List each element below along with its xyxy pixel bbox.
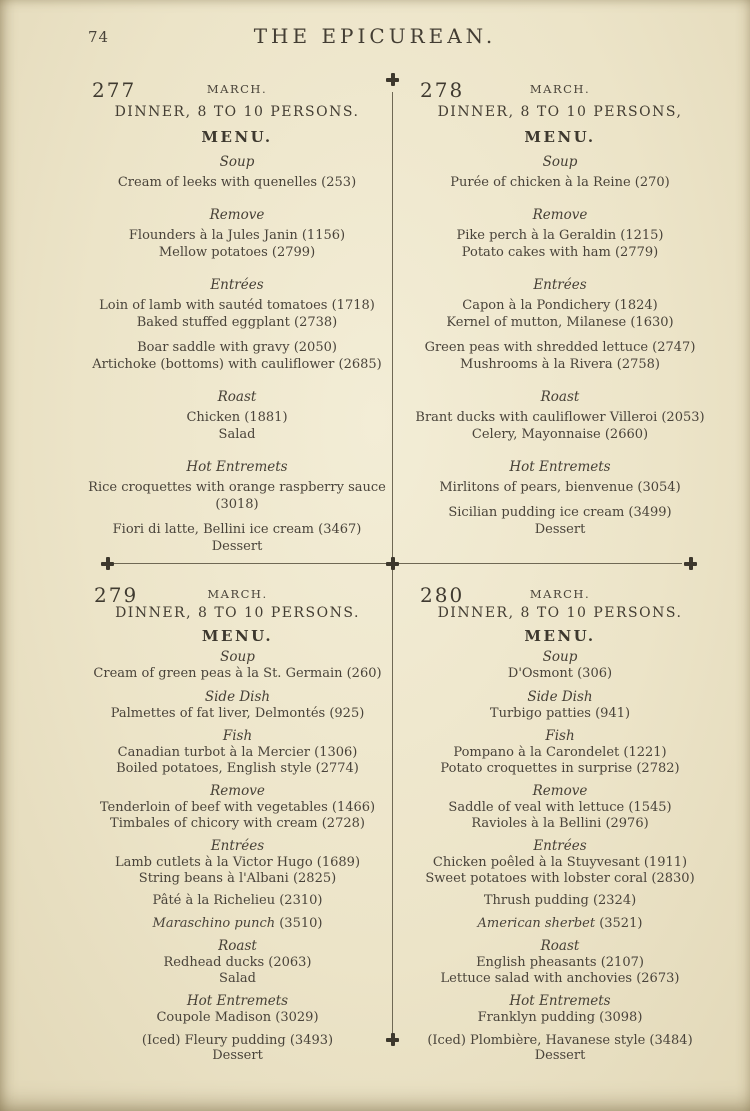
menu-item: Lettuce salad with anchovies (2673) — [440, 970, 680, 986]
course-section — [60, 650, 415, 682]
menu-month: MARCH. — [529, 587, 591, 601]
menu-body — [400, 154, 720, 538]
course-heading: Side Dish — [527, 688, 593, 705]
course-heading: Remove — [532, 783, 588, 799]
menu-item: (Iced) Plombière, Havanese style (3484) — [427, 1032, 693, 1048]
course-group — [400, 339, 720, 373]
course-group — [72, 521, 402, 555]
book-title: THE EPICUREAN. — [253, 24, 497, 48]
course-heading: Hot Entremets — [186, 459, 288, 475]
menu-header — [400, 583, 720, 607]
course-heading: Roast — [540, 938, 580, 954]
course-section — [72, 389, 402, 443]
course-section — [400, 729, 720, 776]
menu-item: Chicken poêled à la Stuyvesant (1911) — [432, 855, 688, 870]
course-heading: Entrées — [210, 838, 265, 854]
course-group — [400, 297, 720, 331]
course-group — [60, 745, 415, 776]
menu-item: (3018) — [215, 497, 259, 512]
menu-label: MENU. — [524, 128, 596, 146]
menu-item: Tenderloin of beef with vegetables (1466) — [99, 800, 376, 815]
menu-item: Mellow potatoes (2799) — [158, 245, 316, 260]
course-group — [400, 174, 720, 191]
course-group — [400, 1010, 720, 1026]
menu-item: Purée of chicken à la Reine (270) — [450, 175, 670, 190]
menu-item: Brant ducks with cauliflower Villeroi (2053) — [415, 410, 705, 425]
course-heading: Entrées — [210, 277, 264, 293]
page-number: 74 — [88, 28, 110, 46]
menu-item: Lamb cutlets à la Victor Hugo (1689) — [114, 855, 361, 870]
course-section — [60, 994, 415, 1064]
menu-month: MARCH. — [207, 587, 268, 601]
course-section — [72, 459, 402, 555]
menu-item: Potato croquettes in surprise (2782) — [440, 760, 680, 776]
menu-header — [72, 78, 402, 100]
course-heading: Hot Entremets — [186, 993, 289, 1009]
menu-item: Canadian turbot à la Mercier (1306) — [117, 745, 358, 760]
menu-subtitle: DINNER, 8 TO 10 PERSONS. — [115, 605, 360, 621]
menu-item: Dessert — [534, 522, 586, 537]
menu-item: Fiori di latte, Bellini ice cream (3467) — [112, 522, 362, 537]
menu-subtitle: DINNER, 8 TO 10 PERSONS, — [437, 104, 683, 120]
menu-subtitle: DINNER, 8 TO 10 PERSONS. — [437, 605, 683, 621]
course-section — [72, 154, 402, 191]
course-heading: Fish — [545, 728, 575, 744]
course-section — [400, 690, 720, 722]
menu-card-279 — [60, 583, 415, 1064]
menu-header — [60, 583, 415, 607]
maltese-cross-icon — [684, 557, 697, 570]
course-group — [400, 1033, 720, 1064]
menu-item: (Iced) Fleury pudding (3493) — [141, 1032, 334, 1048]
menu-item: Capon à la Pondichery (1824) — [462, 298, 658, 313]
menu-header — [400, 78, 720, 100]
course-group — [72, 227, 402, 261]
maltese-cross-icon — [101, 557, 114, 570]
course-section — [72, 207, 402, 261]
menu-number: 277 — [92, 78, 137, 102]
course-heading: Entrées — [533, 838, 587, 854]
menu-card-280 — [400, 583, 720, 1064]
menu-item: Mushrooms à la Rivera (2758) — [460, 357, 660, 372]
course-group — [60, 916, 415, 932]
course-section — [400, 650, 720, 682]
menu-item: Sicilian pudding ice cream (3499) — [448, 505, 672, 520]
menu-item: Timbales of chicory with cream (2728) — [110, 815, 365, 831]
course-group — [400, 893, 720, 909]
course-heading: Remove — [210, 783, 265, 799]
menu-item: Pike perch à la Geraldin (1215) — [456, 228, 664, 243]
menu-item: English pheasants (2107) — [476, 955, 644, 970]
menu-item: Sweet potatoes with lobster coral (2830) — [425, 870, 695, 886]
course-section — [60, 939, 415, 986]
course-heading: Hot Entremets — [509, 993, 611, 1009]
course-section — [400, 207, 720, 261]
menu-item: Maraschino punch (3510) — [152, 915, 323, 931]
course-group — [400, 855, 720, 886]
menu-item: Salad — [219, 970, 256, 986]
course-group — [60, 1010, 415, 1026]
menu-item: Celery, Mayonnaise (2660) — [471, 427, 649, 442]
course-heading: Roast — [540, 389, 580, 405]
menu-item: Mirlitons of pears, bienvenue (3054) — [439, 480, 681, 495]
menu-item: Green peas with shredded lettuce (2747) — [424, 340, 696, 355]
course-group — [400, 916, 720, 932]
course-section — [400, 939, 720, 986]
course-heading: Remove — [532, 207, 588, 223]
course-group — [72, 174, 402, 191]
course-heading: Soup — [542, 154, 578, 170]
menu-label: MENU. — [201, 627, 274, 645]
course-section — [400, 389, 720, 443]
menu-item: Kernel of mutton, Milanese (1630) — [446, 315, 674, 330]
menu-item: Pâté à la Richelieu (2310) — [152, 893, 323, 908]
course-heading: Roast — [217, 389, 257, 405]
course-heading: Soup — [219, 154, 255, 170]
menu-item: Thrush pudding (2324) — [483, 893, 637, 908]
course-group — [400, 227, 720, 261]
course-group — [72, 297, 402, 331]
menu-number: 280 — [420, 583, 465, 607]
course-section — [72, 277, 402, 373]
course-section — [60, 839, 415, 931]
menu-item: D'Osmont (306) — [507, 666, 613, 681]
course-heading: Remove — [209, 207, 265, 223]
menu-item: Rice croquettes with orange raspberry sauce — [88, 480, 386, 495]
course-section — [60, 729, 415, 776]
course-group — [400, 955, 720, 986]
menu-item: American sherbet (3521) — [477, 915, 643, 931]
course-heading: Side Dish — [204, 688, 271, 705]
menu-item: Dessert — [534, 1048, 586, 1063]
course-group — [400, 479, 720, 496]
menu-label: MENU. — [524, 627, 596, 645]
course-heading: Roast — [218, 938, 257, 954]
menu-item-italic: Maraschino punch — [152, 915, 276, 931]
course-group — [400, 800, 720, 831]
menu-item: Chicken (1881) — [186, 410, 288, 425]
course-group — [72, 339, 402, 373]
menu-item: Ravioles à la Bellini (2976) — [471, 815, 649, 831]
menu-item: Cream of leeks with quenelles (253) — [117, 175, 357, 190]
menu-label: MENU. — [201, 128, 273, 146]
menu-item: Redhead ducks (2063) — [163, 955, 312, 970]
menu-card-278 — [400, 78, 720, 538]
course-heading: Entrées — [533, 277, 587, 293]
menu-body — [60, 650, 415, 1064]
menu-item-italic: American sherbet — [477, 915, 596, 931]
course-group — [60, 1033, 415, 1064]
menu-item: Palmettes of fat liver, Delmontés (925) — [110, 705, 365, 721]
course-section — [60, 690, 415, 722]
course-section — [60, 784, 415, 831]
menu-item: Turbigo patties (941) — [489, 705, 631, 721]
menu-item: Artichoke (bottoms) with cauliflower (2685) — [92, 357, 382, 372]
menu-item: Potato cakes with ham (2779) — [461, 245, 659, 260]
course-group — [400, 745, 720, 776]
course-group — [72, 479, 402, 513]
menu-item: String beans à l'Albani (2825) — [138, 870, 337, 886]
course-group — [60, 955, 415, 986]
menu-item: Saddle of veal with lettuce (1545) — [448, 800, 672, 815]
menu-item: Dessert — [212, 1048, 263, 1063]
menu-item: Salad — [218, 427, 256, 442]
menu-item: Pompano à la Carondelet (1221) — [453, 745, 667, 760]
menu-subtitle: DINNER, 8 TO 10 PERSONS. — [114, 104, 360, 120]
course-section — [400, 154, 720, 191]
course-group — [400, 409, 720, 443]
course-section — [400, 277, 720, 373]
menu-body — [400, 650, 720, 1064]
course-group — [60, 666, 415, 682]
course-section — [400, 459, 720, 538]
menu-item: Cream of green peas à la St. Germain (260) — [93, 666, 382, 681]
menu-item: Franklyn pudding (3098) — [477, 1010, 643, 1025]
course-group — [72, 409, 402, 443]
menu-number: 279 — [94, 583, 139, 607]
course-group — [400, 706, 720, 722]
menu-month: MARCH. — [206, 82, 268, 96]
menu-number: 278 — [420, 78, 465, 102]
course-heading: Soup — [542, 649, 578, 665]
course-section — [400, 784, 720, 831]
maltese-cross-icon — [386, 557, 399, 570]
menu-item: Boiled potatoes, English style (2774) — [116, 760, 359, 776]
menu-item: Dessert — [211, 539, 263, 554]
menu-month: MARCH. — [529, 82, 591, 96]
course-group — [60, 893, 415, 909]
course-group — [60, 855, 415, 886]
course-group — [60, 800, 415, 831]
menu-item: Baked stuffed eggplant (2738) — [136, 315, 338, 330]
menu-item: Boar saddle with gravy (2050) — [137, 340, 337, 355]
course-heading: Soup — [220, 649, 255, 665]
course-section — [400, 839, 720, 931]
menu-item: Flounders à la Jules Janin (1156) — [128, 228, 346, 243]
menu-item: Loin of lamb with sautéd tomatoes (1718) — [99, 298, 375, 313]
course-section — [400, 994, 720, 1064]
course-group — [60, 706, 415, 722]
course-heading: Hot Entremets — [509, 459, 611, 475]
course-group — [400, 504, 720, 538]
course-group — [400, 666, 720, 682]
menu-item: Coupole Madison (3029) — [156, 1010, 319, 1025]
menu-body — [72, 154, 402, 555]
course-heading: Fish — [222, 728, 253, 744]
menu-card-277 — [72, 78, 402, 555]
